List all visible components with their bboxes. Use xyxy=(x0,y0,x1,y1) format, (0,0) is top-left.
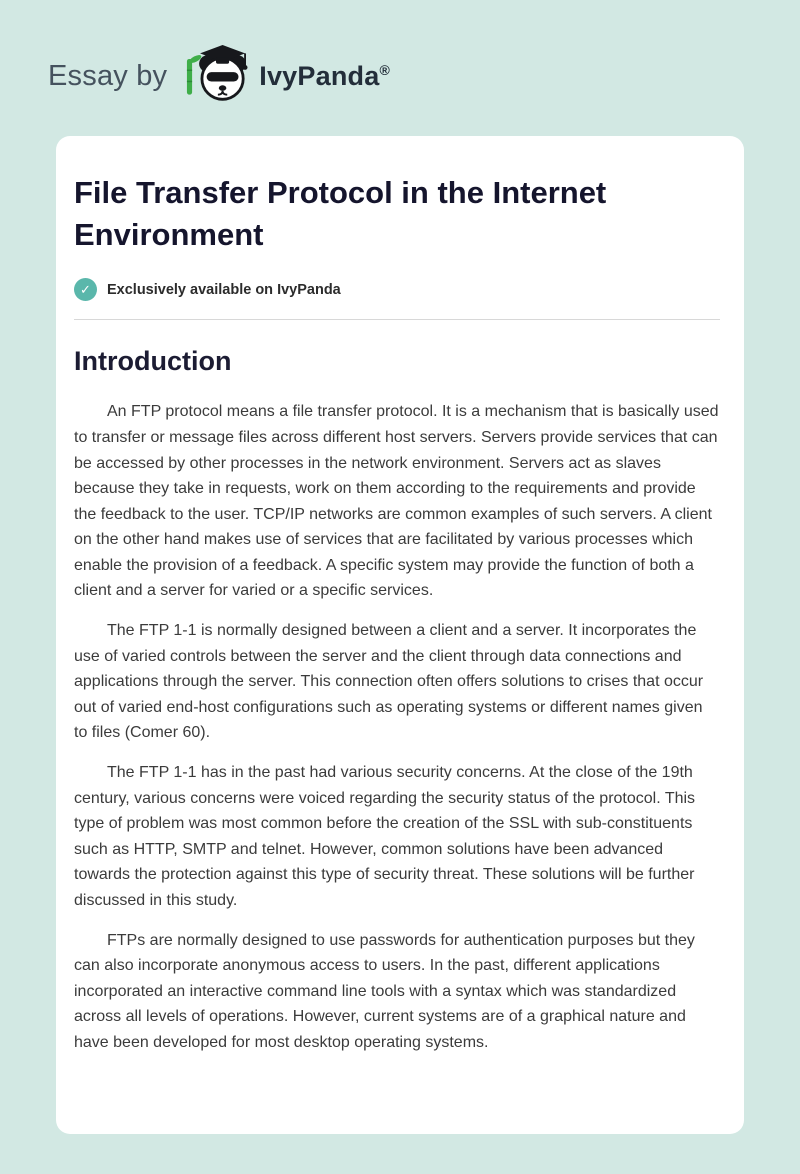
brand-logo xyxy=(181,44,390,109)
availability-badge xyxy=(74,278,720,301)
check-icon: ✓ xyxy=(74,278,97,301)
essay-card xyxy=(56,136,744,1134)
panda-graduation-logo-icon xyxy=(181,44,251,109)
paragraph: FTPs are normally designed to use passwords for authentication purposes but they can also incorporate anonymous access to users. In the past, different applications incorporated an interactive command line tools with a syntax which was standardized across all levels of operations. However, current systems are of a graphical nature and have been developed for most desktop operating systems. xyxy=(74,931,695,1051)
essay-by-label: Essay by xyxy=(48,59,168,92)
paragraph: The FTP 1-1 is normally designed between a client and a server. It incorporates the use of varied controls between the server and the client through data connections and applications through the server. This connection often offers solutions to crises that occur out of varied end-host configurations such as operating systems or different names given to files (Comer 60). xyxy=(74,622,704,742)
paragraph: The FTP 1-1 has in the past had various security concerns. At the close of the 19th century, various concerns were voiced regarding the security status of the protocol. This type of problem was most common before the creation of the SSL with sub-constituents such as HTTP, SMTP and telnet. However, common solutions have been advanced towards the protection against this type of security threat. These solutions will be further discussed in this study. xyxy=(74,764,696,909)
brand-name xyxy=(259,61,390,92)
divider xyxy=(74,319,720,320)
registered-mark: ® xyxy=(379,61,390,78)
header xyxy=(0,38,800,114)
availability-badge-label: Exclusively available on IvyPanda xyxy=(107,281,341,298)
paragraph: An FTP protocol means a file transfer protocol. It is a mechanism that is basically used to transfer or message files across different host servers. Servers provide services that can be accessed by other processes in the network environment. Servers act as slaves because they take in requests, work on them according to the requirements and provide the feedback to the user. TCP/IP networks are common examples of such servers. A client on the other hand makes use of services that are facilitated by various processes which enable the provision of a feedback. A specific system may provide the function of both a client and a server for varied or a specific services. xyxy=(74,403,719,600)
page-title: File Transfer Protocol in the Internet Environment xyxy=(74,175,607,253)
section-heading: Introduction xyxy=(74,346,232,377)
essay-body xyxy=(74,399,720,1055)
brand-text: IvyPanda xyxy=(259,60,380,91)
